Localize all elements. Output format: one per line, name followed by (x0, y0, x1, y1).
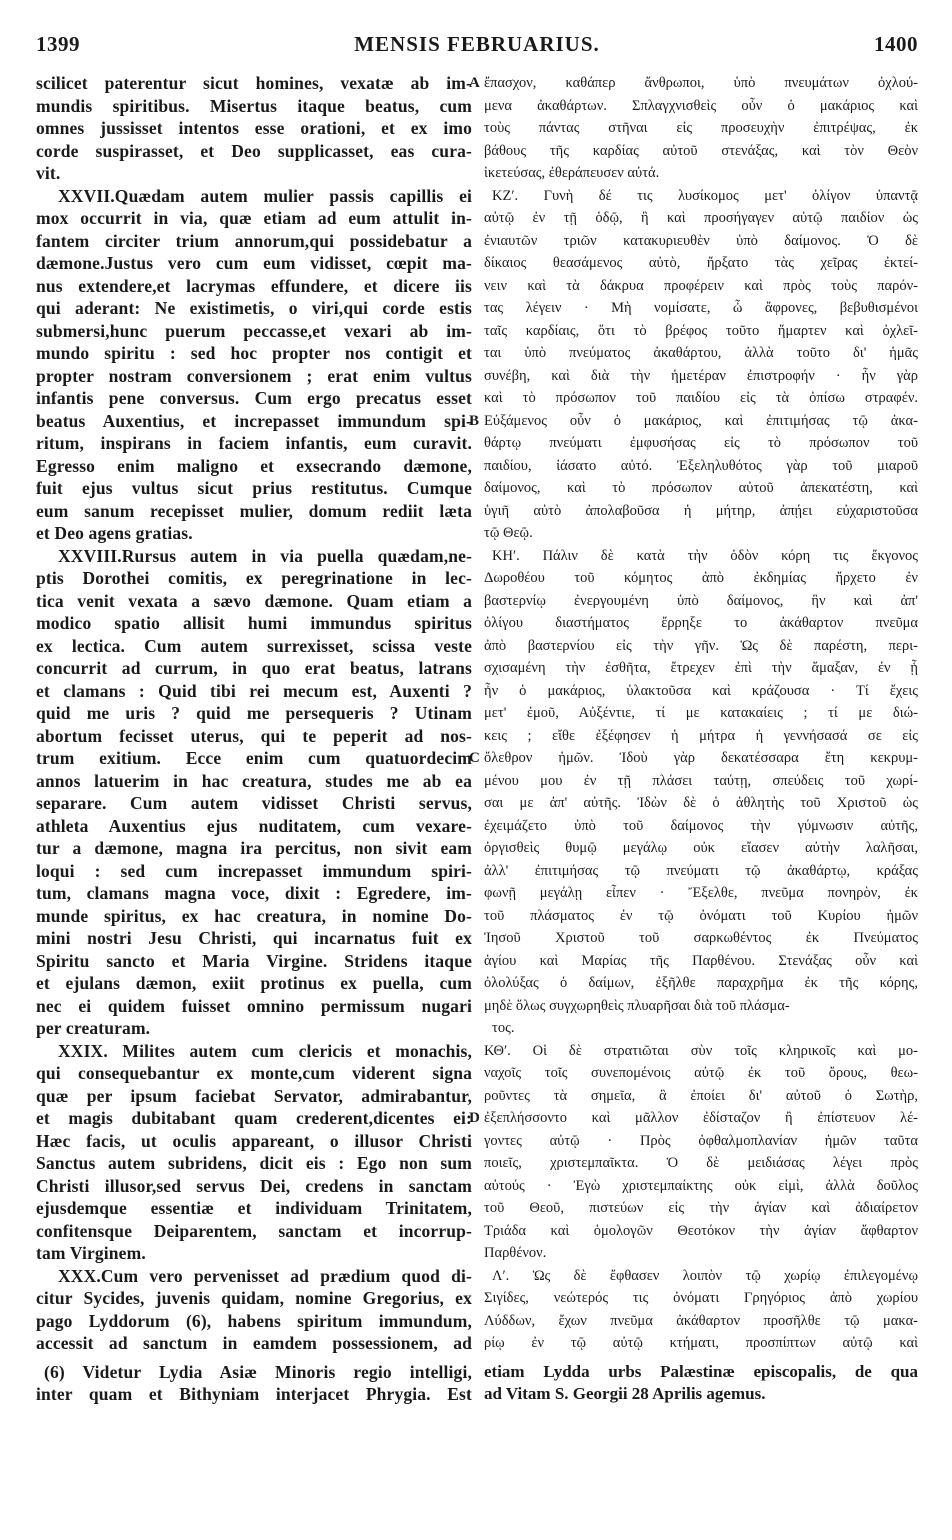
latin-text-line: beatus Auxentius, et increpasset immundum spi- (36, 410, 472, 431)
greek-text-line: ἀλλ' ἐπιτιμήσας τῷ πνεύματι τῷ ἀκαθάρτῳ, κράξας (484, 862, 918, 879)
greek-text-line: ὀλολύξας ὁ δαίμων, ἐξῆλθε παραχρῆμα ἐκ τῆς κόρης, (484, 975, 918, 991)
greek-text-line: ται ὑπὸ πνεύματος ἀκαθάρτου, ἀλλὰ τοῦτο δι' ἡμᾶς (484, 345, 918, 361)
greek-text-line: ρίῳ ἐν τῷ αὐτῷ κτήματι, προσπίπτων αὐτῷ καὶ (484, 1335, 918, 1351)
latin-text-line: quid me uris ? quid me persequeris ? Utinam (36, 703, 472, 723)
latin-text-line: citur Sycides, juvenis quidam, nomine Gregorius, ex (36, 1288, 472, 1308)
latin-text-line: fuit ejus vultus sicut prius restitutus. Cumque (36, 478, 472, 498)
greek-text-line: τοῦ Θεοῦ, πιστεύων εἰς τὴν ἁγίαν καὶ ἀδιαίρετον (484, 1200, 918, 1216)
latin-text-line: infantis pene conversus. Cum ergo precatus esset (36, 388, 472, 408)
margin-marker-b: B (469, 412, 480, 429)
greek-text-line: τας λέγειν · Μὴ νομίσατε, ὦ ἄφρονες, βεβυθισμένοι (484, 300, 918, 316)
greek-text-line: Εὐξάμενος οὖν ὁ μακάριος, καὶ ἐπιτιμήσας τῷ ἀκα- (484, 412, 918, 429)
greek-text-line: Παρθένον. (484, 1245, 547, 1261)
latin-text-line: qui aderant: Ne existimetis, o viri,qui corde estis (36, 298, 472, 318)
greek-text-line: ἐξεπλήσσοντο καὶ μᾶλλον ἐδίσταζον ἢ ἐπίστευον λέ- (484, 1110, 918, 1126)
latin-text-line: annos latuerim in hac creatura, studes me ab ea (36, 770, 472, 791)
greek-text-line: ἐνιαυτῶν τριῶν κατακυριευθὲν ὑπὸ δαίμονος. Ὁ δὲ (484, 232, 918, 249)
greek-text-line: Λʹ. Ὡς δὲ ἔφθασεν λοιπὸν τῷ χωρίῳ ἐπιλεγομένῳ (492, 1267, 918, 1284)
latin-text-line: et Deo agens gratias. (36, 523, 193, 543)
latin-text-line: tur a dæmone, magna ira percitus, non sivit eam (36, 838, 472, 858)
latin-column (36, 72, 472, 1406)
greek-text-line: ροῦντες τὰ σημεῖα, ἃ ἐποίει δι' αὐτοῦ ὁ Σωτὴρ, (484, 1087, 918, 1104)
greek-text-line: ἱκετεύσας, ἐθεράπευσεν αὐτά. (484, 165, 660, 181)
greek-text-line: σαι με ἀπ' αὐτῆς. Ἰδὼν δὲ ὁ ἀθλητὴς τοῦ Χριστοῦ ὡς (484, 795, 918, 811)
latin-text-line: ritum, inspirans in faciem infantis, eum curavit. (36, 433, 472, 453)
latin-text-line: separare. Cum autem vidisset Christi servus, (36, 793, 472, 813)
latin-text-line: omnes jussisset intentos esse orationi, et ex imo (36, 118, 472, 138)
latin-text-line: ejusdemque essentiæ et individuam Trinitatem, (36, 1198, 472, 1218)
greek-text-line: συνέβη, καὶ διὰ τὴν ἡμετέραν ἐπιστροφήν · ἦν γὰρ (484, 367, 918, 384)
greek-text-line: μετ' ἐμοῦ, Αὐξέντιε, τί με κατακαίεις ; τί με διώ- (484, 705, 918, 721)
latin-text-line: corde suspirasset, et Deo supplicasset, eas cura- (36, 140, 472, 161)
greek-text-line: ὀργισθεὶς θυμῷ μεγάλῳ οὐκ εἴασεν αὐτὴν λαλῆσαι, (484, 840, 918, 856)
latin-text-line: XXVIII.Rursus autem in via puella quædam,ne- (58, 545, 472, 566)
greek-text-line: γοντες αὐτῷ · Πρὸς ὀφθαλμοπλανίαν ἡμῶν ταῦτα (484, 1132, 918, 1149)
latin-text-line: XXIX. Milites autem cum clericis et monachis, (58, 1040, 472, 1061)
greek-text-line: ἁγίου καὶ Μαρίας τῆς Παρθένου. Στενάξας οὖν καὶ (484, 952, 918, 969)
greek-text-line: Τριάδα καὶ ὁμολογῶν Θεοτόκον τὴν ἁγίαν ἄφθαρτον (484, 1222, 918, 1239)
greek-text-line: καὶ τὸ πρόσωπον τοῦ παιδίου εἰς τὰ ὀπίσω στραφέν. (484, 390, 918, 406)
latin-text-line: athleta Auxentius ejus nuditatem, cum vexare- (36, 815, 472, 836)
latin-text-line: XXX.Cum vero pervenisset ad prædium quod di- (58, 1265, 472, 1286)
greek-text-line: ὑγιῆ αὐτὸ ἀπολαβοῦσα ἡ μήτηρ, ἀπῄει εὐχαριστοῦσα (484, 502, 918, 519)
latin-text-line: modico spatio allisit humi immundus spiritus (36, 613, 472, 633)
latin-text-line: pago Lyddorum (6), habens spiritum immundum, (36, 1310, 472, 1331)
latin-text-line: confitensque Deiparentem, sanctam et incorrup- (36, 1220, 472, 1241)
latin-text-line: et magis dubitabant quam crederent,dicentes ei: (36, 1108, 472, 1128)
latin-text-line: mini nostri Jesu Christi, qui incarnatus fuit ex (36, 928, 472, 948)
latin-text-line: mundo spiritu : sed hoc propter nos contigit et (36, 343, 472, 363)
latin-text-line: tam Virginem. (36, 1243, 146, 1263)
greek-text-line: δαίμονος, καὶ τὸ πρόσωπον αὐτοῦ ἀπεκατέστη, καὶ (484, 480, 918, 496)
greek-text-line: Σιγίδες, νεώτερός τις ὀνόματι Γρηγόριος ἀπὸ χωρίου (484, 1290, 918, 1306)
greek-text-line: παιδίου, ἰάσατο αὐτό. Ἐξεληλυθότος γὰρ τοῦ μιαροῦ (484, 457, 918, 474)
greek-text-line: ΚΘʹ. Οἱ δὲ στρατιῶται σὺν τοῖς κληρικοῖς καὶ μο- (484, 1042, 918, 1059)
greek-text-line: ἀπὸ βαστερνίου εἰς τὴν γῆν. Ὡς δὲ παρέστη, περι- (484, 637, 918, 654)
latin-text-line: mox occurrit in via, quæ etiam ad eum attulit in- (36, 208, 472, 228)
greek-text-line: ἔπασχον, καθάπερ ἄνθρωποι, ὑπὸ πνευμάτων ὀχλού- (484, 75, 918, 91)
running-title: MENSIS FEBRUARIUS. (354, 32, 600, 56)
greek-text-line: σχισαμένη τὴν ἐσθῆτα, ἔτρεχεν ἐπὶ τὴν ἅμαξαν, ἐν ᾗ (484, 660, 918, 676)
greek-text-line: Ἰησοῦ Χριστοῦ τοῦ σαρκωθέντος ἐκ Πνεύματος (484, 930, 918, 946)
latin-text-line: scilicet paterentur sicut homines, vexatæ ab im- (36, 73, 472, 93)
latin-text-line: Egresso enim maligno et exsecrando dæmone, (36, 455, 472, 476)
margin-marker-a: A (469, 75, 480, 91)
greek-text-line: μηδὲ ὅλως συγχωρηθεὶς πλυαρῆσαι διὰ τοῦ πλάσμα- (484, 997, 790, 1014)
latin-text-line: qui consequebantur ex monte,cum viderent signa (36, 1063, 472, 1083)
latin-text-line: Hæc facis, ut oculis appareant, o illusor Christi (36, 1130, 472, 1151)
latin-text-line: ex lectica. Cum autem surrexisset, scissa veste (36, 635, 472, 656)
latin-text-line: XXVII.Quædam autem mulier passis capillis ei (58, 185, 472, 206)
greek-text-line: μενα ἀκαθάρτων. Σπλαγχνισθεὶς οὖν ὁ μακάριος καὶ (484, 97, 918, 114)
latin-text-line: vit. (36, 163, 61, 183)
latin-text-line: fantem circiter trium annorum,qui possidebatur a (36, 230, 472, 251)
latin-text-line: dæmone.Justus vero cum eum vidisset, cœpit ma- (36, 253, 472, 273)
greek-text-line: ἐχειμάζετο ὑπὸ τοῦ δαίμονος τὴν γύμνωσιν αὐτῆς, (484, 817, 918, 834)
latin-text-line: concurrit ad currum, in quo erat beatus, latrans (36, 658, 472, 678)
latin-text-line: Christi illusor,sed servus Dei, credens in sanctam (36, 1175, 472, 1196)
greek-text-line: ὄλεθρον ἡμῶν. Ἰδοὺ γὰρ δεκατέσσαρα ἔτη κεκρυμ- (484, 750, 918, 766)
latin-text-line: accessit ad sanctum in eamdem possessionem, ad (36, 1333, 472, 1353)
greek-text-line: τῷ Θεῷ. (484, 525, 533, 541)
running-header (36, 32, 918, 62)
greek-text-line: τοὺς πάντας στῆναι εἰς προσευχὴν ἐπιτρέψας, ἐκ (484, 120, 918, 136)
footnote-line: ad Vitam S. Georgii 28 Aprilis agemus. (484, 1384, 766, 1403)
greek-text-line: βαστερνίῳ ἐνεργουμένη ὑπὸ δαίμονος, ἣν καὶ ἀπ' (484, 592, 918, 609)
latin-text-line: Spiritu sancto et Maria Virgine. Stridens itaque (36, 950, 472, 971)
greek-text-line: τοῦ πλάσματος ἐν τῷ ὀνόματι τοῦ Κυρίου ἡμῶν (484, 907, 918, 924)
greek-text-line: φωνῇ μεγάλῃ εἶπεν · Ἔξελθε, πνεῦμα πονηρὸν, ἐκ (484, 885, 918, 901)
greek-text-line: δίκαιος θεασάμενος αὐτὸ, ἤρξατο τὰς χεῖρας ἐκτεί- (484, 255, 918, 271)
greek-column (484, 72, 918, 1406)
margin-marker-d: D (469, 1110, 480, 1126)
greek-text-line: ΚΗʹ. Πάλιν δὲ κατὰ τὴν ὁδὸν κόρη τις ἔκγονος (492, 547, 918, 564)
latin-text-line: nec ei quidem fuisset omnino permissum nugari (36, 995, 472, 1016)
greek-text-line: αὐτῷ ἐν τῇ ὁδῷ, ἣ καὶ προσήγαγεν αὐτῷ παιδίον ὡς (484, 210, 918, 226)
latin-text-line: loqui : sed cum increpasset immundum spiri- (36, 860, 472, 881)
footnote-line: etiam Lydda urbs Palæstinæ episcopalis, de qua (484, 1361, 918, 1381)
greek-text-line: κεις ; εἴθε ἐξέφησεν ἡ μήτρα ἡ γεννήσασά σε εἰς (484, 727, 918, 744)
greek-text-line: ναχοῖς τοῖς συνεπομένοις αὐτῷ ἐκ τοῦ ὄρους, θεω- (484, 1065, 918, 1081)
latin-text-line: quæ per ipsum faciebat Servator, admirabantur, (36, 1085, 472, 1106)
latin-text-line: trum exitium. Ecce enim cum quatuordecim (36, 748, 472, 768)
latin-text-line: et clamans : Quid tibi rei mecum est, Auxenti ? (36, 680, 472, 701)
greek-text-line: νειν καὶ τὰ δάκρυα προφέρειν καὶ πρὸς τοὺς παρόν- (484, 277, 918, 294)
greek-text-line: βάθους τῆς καρδίας αὐτοῦ στενάξας, καὶ τὸν Θεὸν (484, 142, 918, 159)
greek-text-line: ΚΖʹ. Γυνὴ δέ τις λυσίκομος μετ' ὀλίγον ὑπαντᾷ (492, 187, 918, 204)
latin-text-line: munde spiritus, ex hac creatura, in nomine Do- (36, 905, 472, 926)
greek-text-line: ἦν ὁ μακάριος, ὑλακτοῦσα καὶ κράζουσα · Τί ἔχεις (484, 682, 918, 699)
latin-text-line: et ejulans dæmon, exiit protinus ex puella, cum (36, 973, 472, 993)
greek-text-line: ὀλίγου διαστήματος ἔρρηξε το ἀκάθαρτον πνεῦμα (484, 615, 918, 631)
latin-text-line: abortum fecisset uterus, qui te peperit ad nos- (36, 725, 472, 746)
page-number-right: 1400 (874, 32, 918, 56)
margin-marker-c: C (469, 750, 480, 766)
greek-text-line: αὐτούς · Ἐγὼ χριστεμπαίκτης οὐκ εἰμὶ, ἀλλὰ δοῦλος (484, 1177, 918, 1194)
footnote-line: (6) Videtur Lydia Asiæ Minoris regio intelligi, (44, 1361, 472, 1382)
page-number-left: 1399 (36, 32, 80, 56)
latin-text-line: tica venit vexata a sævo dæmone. Quam etiam a (36, 590, 472, 611)
greek-text-line: τος. (492, 1020, 515, 1036)
latin-text-line: tum, clamans magna voce, dixit : Egredere, im- (36, 883, 472, 903)
greek-text-line: Δωροθέου τοῦ κόμητος ἀπὸ ἐκδημίας ἤρχετο ἐν (484, 570, 918, 586)
greek-text-line: ποιεῖς, χριστεμπαῖκτα. Ὁ δὲ μειδιάσας λέγει πρὸς (484, 1155, 918, 1171)
greek-text-line: θάρτῳ πνεύματι ἐμφυσήσας εἰς τὸ πρόσωπον τοῦ (484, 435, 918, 451)
latin-text-line: propter nostram conversionem ; erat enim vultus (36, 365, 472, 386)
footnote-line: inter quam et Bithyniam interjacet Phrygia. Est (36, 1384, 472, 1404)
latin-text-line: eum sanum recepisset mulier, domum rediit læta (36, 500, 472, 521)
greek-text-line: Λύδδων, ἔχων πνεῦμα ἀκάθαρτον προσῆλθε τῷ μακα- (484, 1312, 918, 1329)
latin-text-line: Sanctus autem subridens, dicit eis : Ego non sum (36, 1153, 472, 1173)
latin-text-line: mundis spiritibus. Misertus itaque beatus, cum (36, 95, 472, 116)
latin-text-line: nus extendere,et lacrymas effundere, et dicere iis (36, 275, 472, 296)
latin-text-line: ptis Dorothei comitis, ex peregrinatione in lec- (36, 568, 472, 588)
latin-text-line: per creaturam. (36, 1018, 151, 1038)
greek-text-line: μένου μου ἐν τῇ πλάσει ταύτῃ, σπεύδεις τοῦ χωρί- (484, 772, 918, 789)
latin-text-line: submersi,hunc puerum peccasse,et vexari ab im- (36, 320, 472, 341)
greek-text-line: ταῖς καρδίαις, ὅτι τὸ βρέφος τοῦτο ἥμαρτεν καὶ ὀχλεῖ- (484, 322, 918, 339)
